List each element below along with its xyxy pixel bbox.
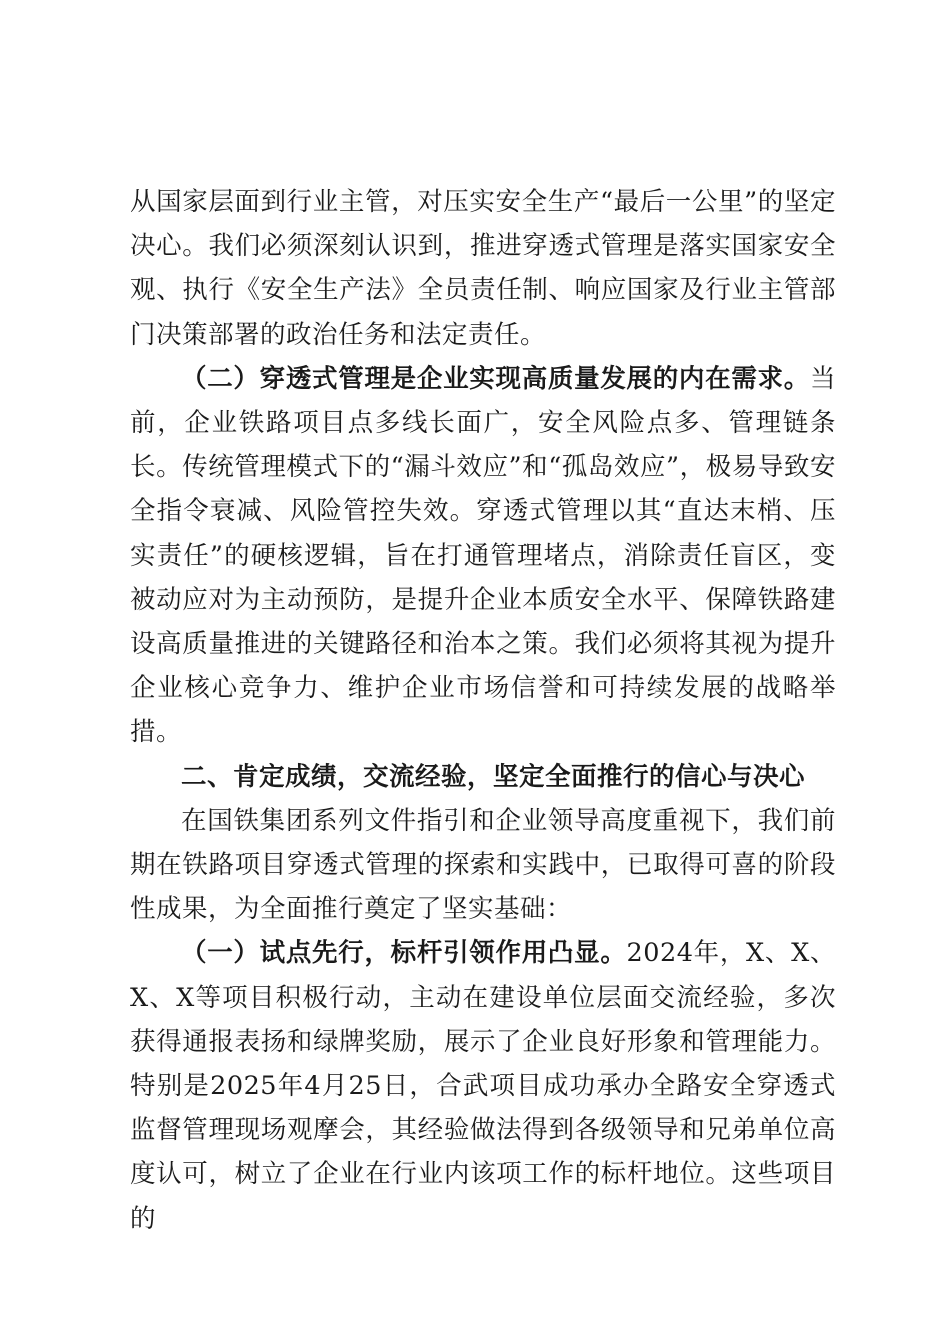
paragraph-4-lead: （一）试点先行，标杆引领作用凸显。 xyxy=(181,938,627,969)
paragraph-2-lead: （二）穿透式管理是企业实现高质量发展的内在需求。 xyxy=(181,363,810,394)
document-page xyxy=(130,180,836,1241)
paragraph-3: 在国铁集团系列文件指引和企业领导高度重视下，我们前期在铁路项目穿透式管理的探索和实践中，已取得可喜的阶段性成果，为全面推行奠定了坚实基础： xyxy=(130,805,836,925)
section-heading-2: 二、肯定成绩，交流经验，坚定全面推行的信心与决心 xyxy=(181,761,806,792)
paragraph-2 xyxy=(130,357,836,755)
paragraph-2-body: 当前，企业铁路项目点多线长面广，安全风险点多、管理链条长。传统管理模式下的“漏斗效应”和“孤岛效应”，极易导致安全指令衰减、风险管控失效。穿透式管理以其“直达末梢、压实责任”的硬核逻辑，旨在打通管理堵点，消除责任盲区，变被动应对为主动预防，是提升企业本质安全水平、保障铁路建设高质量推进的关键路径和治本之策。我们必须将其视为提升企业核心竞争力、维护企业市场信誉和可持续发展的战略举措。 xyxy=(130,363,836,748)
paragraph-1: 从国家层面到行业主管，对压实安全生产“最后一公里”的坚定决心。我们必须深刻认识到，推进穿透式管理是落实国家安全观、执行《安全生产法》全员责任制、响应国家及行业主管部门决策部署的政治任务和法定责任。 xyxy=(130,187,836,350)
paragraph-4-body: 2024年，X、X、X、X等项目积极行动，主动在建设单位层面交流经验，多次获得通报表扬和绿牌奖励，展示了企业良好形象和管理能力。特别是2025年4月25日，合武项目成功承办全路安全穿透式监督管理现场观摩会，其经验做法得到各级领导和兄弟单位高度认可，树立了企业在行业内该项工作的标杆地位。这些项目的 xyxy=(130,938,836,1234)
paragraph-4 xyxy=(130,931,836,1240)
